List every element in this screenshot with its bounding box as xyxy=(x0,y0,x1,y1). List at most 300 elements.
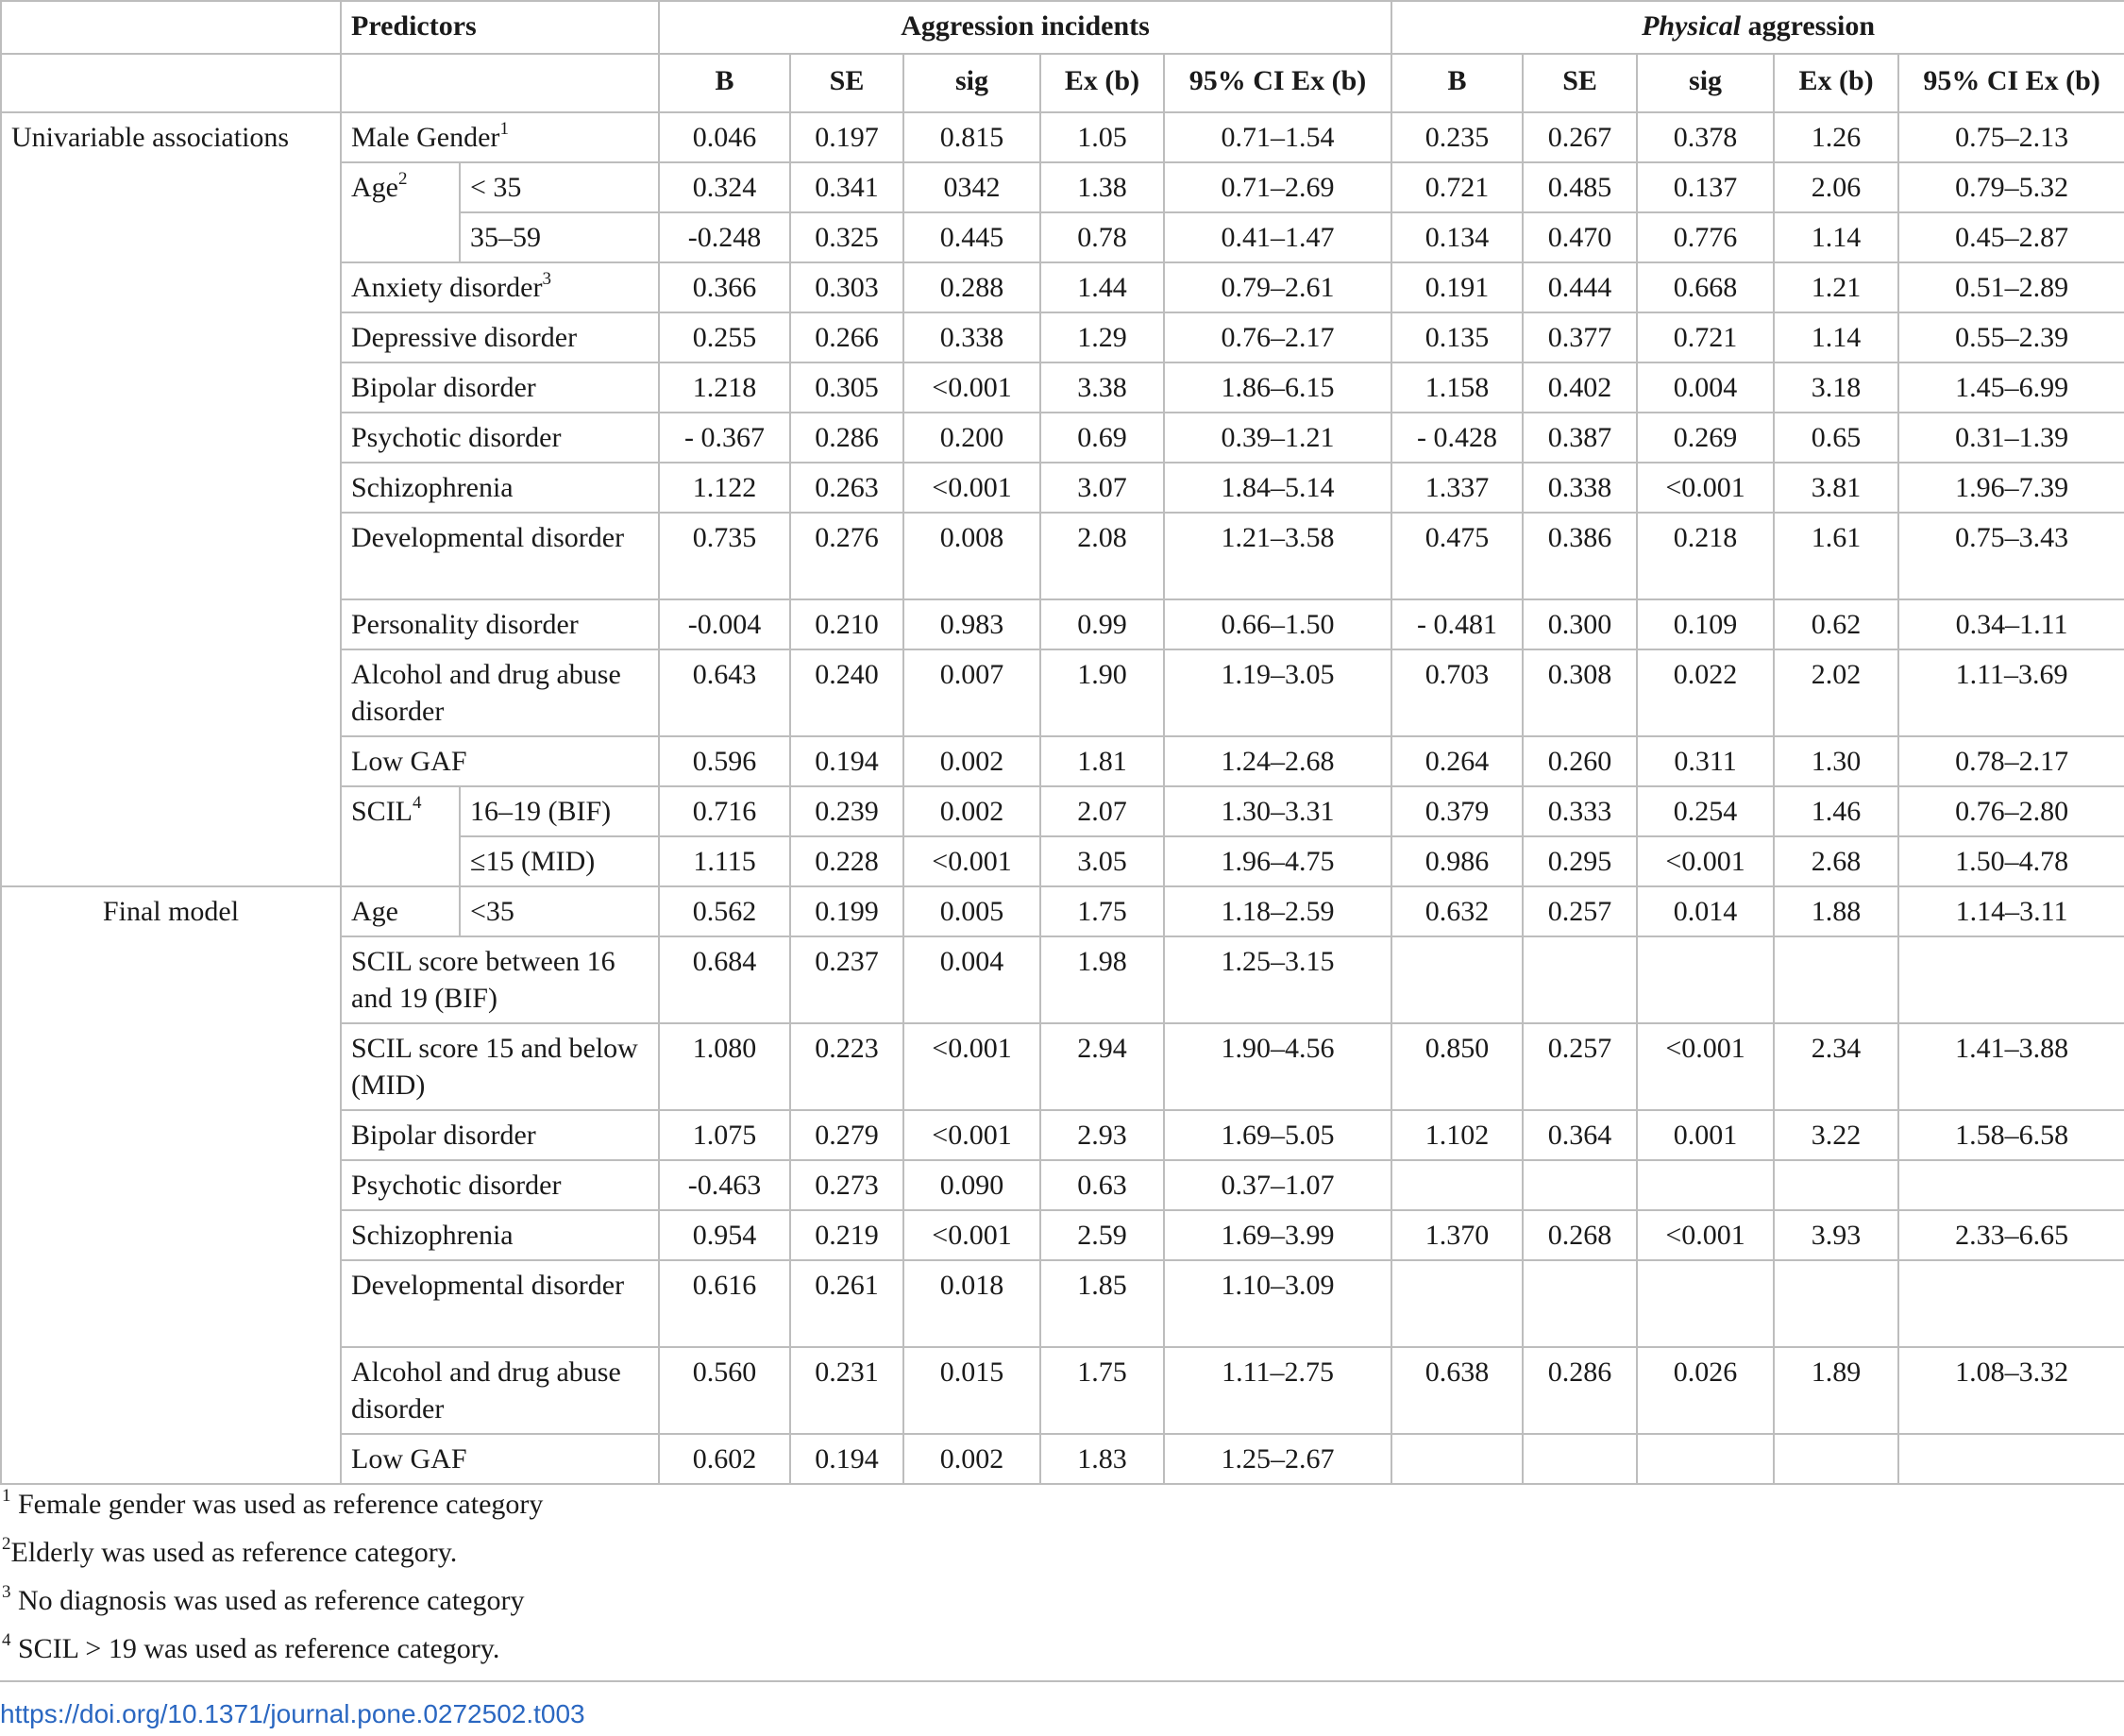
value-cell: - 0.481 xyxy=(1391,599,1523,649)
value-cell: 0.002 xyxy=(903,1434,1040,1484)
value-cell: 2.34 xyxy=(1774,1023,1898,1110)
value-cell: 0.286 xyxy=(790,413,903,463)
value-cell: 0.378 xyxy=(1637,112,1774,162)
predictor-name: Anxiety disorder xyxy=(351,272,543,303)
value-cell: 0.303 xyxy=(790,262,903,312)
footnote-ref: 4 xyxy=(413,793,422,813)
value-cell: 0.815 xyxy=(903,112,1040,162)
predictor-subcategory: < 35 xyxy=(460,162,659,212)
value-cell: 0.194 xyxy=(790,736,903,786)
value-cell: 3.93 xyxy=(1774,1210,1898,1260)
value-cell: 1.11–3.69 xyxy=(1898,649,2124,736)
footnote-ref: 2 xyxy=(397,169,408,189)
value-cell: 1.50–4.78 xyxy=(1898,836,2124,886)
predictor-name: Age xyxy=(351,172,398,203)
value-cell: 0.51–2.89 xyxy=(1898,262,2124,312)
value-cell: 0.218 xyxy=(1637,513,1774,599)
value-cell: 1.115 xyxy=(659,836,790,886)
value-cell: 2.68 xyxy=(1774,836,1898,886)
value-cell: 0.76–2.17 xyxy=(1164,312,1391,362)
value-cell: 1.14–3.11 xyxy=(1898,886,2124,936)
value-cell: 0.45–2.87 xyxy=(1898,212,2124,262)
value-cell: 0.377 xyxy=(1523,312,1637,362)
value-cell: 0.295 xyxy=(1523,836,1637,886)
predictor-name: Age xyxy=(351,896,398,927)
final-model-section xyxy=(1,886,2124,1484)
value-cell: 0.65 xyxy=(1774,413,1898,463)
value-cell: 0.379 xyxy=(1391,786,1523,836)
univariable-section xyxy=(1,112,2124,886)
value-cell xyxy=(1637,1260,1774,1347)
predictor-label xyxy=(341,362,659,413)
value-cell: 1.29 xyxy=(1040,312,1164,362)
header-physical-italic: Physical xyxy=(1642,10,1742,42)
value-cell: 1.81 xyxy=(1040,736,1164,786)
value-cell: 0.239 xyxy=(790,786,903,836)
value-cell: 0.257 xyxy=(1523,886,1637,936)
predictor-label xyxy=(341,262,659,312)
value-cell: 1.38 xyxy=(1040,162,1164,212)
value-cell: 0.562 xyxy=(659,886,790,936)
value-cell: 0.137 xyxy=(1637,162,1774,212)
value-cell: 0.210 xyxy=(790,599,903,649)
value-cell: 0.300 xyxy=(1523,599,1637,649)
value-cell: 1.86–6.15 xyxy=(1164,362,1391,413)
value-cell xyxy=(1637,1160,1774,1210)
value-cell: 0.109 xyxy=(1637,599,1774,649)
value-cell: 0.66–1.50 xyxy=(1164,599,1391,649)
value-cell: 0.026 xyxy=(1637,1347,1774,1434)
predictor-label xyxy=(341,413,659,463)
value-cell: 1.61 xyxy=(1774,513,1898,599)
value-cell: 0.268 xyxy=(1523,1210,1637,1260)
value-cell: 3.38 xyxy=(1040,362,1164,413)
value-cell: 0.850 xyxy=(1391,1023,1523,1110)
value-cell: 0.015 xyxy=(903,1347,1040,1434)
value-cell: <0.001 xyxy=(1637,836,1774,886)
footnote-ref: 3 xyxy=(542,269,551,289)
value-cell: 3.81 xyxy=(1774,463,1898,513)
predictor-label xyxy=(341,513,659,599)
value-cell: 0.235 xyxy=(1391,112,1523,162)
doi-link[interactable]: https://doi.org/10.1371/journal.pone.0272502.t003 xyxy=(0,1699,585,1728)
value-cell: 0.986 xyxy=(1391,836,1523,886)
value-cell: 0.776 xyxy=(1637,212,1774,262)
value-cell: 3.18 xyxy=(1774,362,1898,413)
value-cell: 0.308 xyxy=(1523,649,1637,736)
value-cell: 1.102 xyxy=(1391,1110,1523,1160)
value-cell: 0.63 xyxy=(1040,1160,1164,1210)
value-cell: 1.98 xyxy=(1040,936,1164,1023)
predictor-name: Schizophrenia xyxy=(351,1220,514,1251)
value-cell: 1.69–5.05 xyxy=(1164,1110,1391,1160)
value-cell: 0.71–1.54 xyxy=(1164,112,1391,162)
value-cell xyxy=(1523,1434,1637,1484)
value-cell: 2.08 xyxy=(1040,513,1164,599)
predictor-label xyxy=(341,1160,659,1210)
value-cell: 1.90 xyxy=(1040,649,1164,736)
value-cell: 1.96–7.39 xyxy=(1898,463,2124,513)
predictor-subcategory: 35–59 xyxy=(460,212,659,262)
value-cell: 1.85 xyxy=(1040,1260,1164,1347)
value-cell: 1.58–6.58 xyxy=(1898,1110,2124,1160)
value-cell: 0.333 xyxy=(1523,786,1637,836)
value-cell: 0.470 xyxy=(1523,212,1637,262)
value-cell: 1.218 xyxy=(659,362,790,413)
value-cell: 0.014 xyxy=(1637,886,1774,936)
header-row-columns xyxy=(1,54,2124,112)
value-cell: 0.279 xyxy=(790,1110,903,1160)
value-cell: 0.703 xyxy=(1391,649,1523,736)
footnote-marker: 3 xyxy=(2,1582,11,1602)
value-cell: 0.721 xyxy=(1391,162,1523,212)
value-cell: 0.311 xyxy=(1637,736,1774,786)
value-cell: 0.99 xyxy=(1040,599,1164,649)
value-cell: <0.001 xyxy=(903,1023,1040,1110)
predictor-label xyxy=(341,162,460,262)
value-cell: 0.954 xyxy=(659,1210,790,1260)
predictor-name: Low GAF xyxy=(351,1443,467,1475)
value-cell: 0.616 xyxy=(659,1260,790,1347)
value-cell: 0.602 xyxy=(659,1434,790,1484)
value-cell xyxy=(1637,936,1774,1023)
value-cell: 2.59 xyxy=(1040,1210,1164,1260)
value-cell: 1.122 xyxy=(659,463,790,513)
value-cell: 2.02 xyxy=(1774,649,1898,736)
value-cell: 0.305 xyxy=(790,362,903,413)
value-cell: 0.37–1.07 xyxy=(1164,1160,1391,1210)
value-cell: 0.007 xyxy=(903,649,1040,736)
value-cell: 0.560 xyxy=(659,1347,790,1434)
value-cell: 1.18–2.59 xyxy=(1164,886,1391,936)
value-cell: 1.11–2.75 xyxy=(1164,1347,1391,1434)
predictor-label xyxy=(341,736,659,786)
value-cell: 0.260 xyxy=(1523,736,1637,786)
predictor-name: SCIL score 15 and below (MID) xyxy=(351,1033,638,1101)
footnote xyxy=(0,1528,2124,1576)
predictor-subcategory: 16–19 (BIF) xyxy=(460,786,659,836)
value-cell: 0.364 xyxy=(1523,1110,1637,1160)
value-cell: 0.240 xyxy=(790,649,903,736)
value-cell: 0.002 xyxy=(903,736,1040,786)
value-cell: 0.596 xyxy=(659,736,790,786)
value-cell: 1.08–3.32 xyxy=(1898,1347,2124,1434)
value-cell: 2.07 xyxy=(1040,786,1164,836)
value-cell xyxy=(1391,1260,1523,1347)
value-cell: 0.090 xyxy=(903,1160,1040,1210)
value-cell: 0.983 xyxy=(903,599,1040,649)
predictor-label xyxy=(341,1210,659,1260)
value-cell: <0.001 xyxy=(903,463,1040,513)
value-cell: 2.94 xyxy=(1040,1023,1164,1110)
value-cell: 1.21–3.58 xyxy=(1164,513,1391,599)
value-cell: 1.88 xyxy=(1774,886,1898,936)
header-row-groups xyxy=(1,1,2124,54)
value-cell: - 0.367 xyxy=(659,413,790,463)
predictor-name: Developmental disorder xyxy=(351,522,625,553)
table-row xyxy=(1,112,2124,162)
value-cell: 1.21 xyxy=(1774,262,1898,312)
predictor-name: Alcohol and drug abuse disorder xyxy=(351,659,621,727)
value-cell: - 0.428 xyxy=(1391,413,1523,463)
value-cell: 0.684 xyxy=(659,936,790,1023)
value-cell: 1.10–3.09 xyxy=(1164,1260,1391,1347)
value-cell: 1.45–6.99 xyxy=(1898,362,2124,413)
footnote-text: SCIL > 19 was used as reference category. xyxy=(10,1633,500,1664)
col-header: 95% CI Ex (b) xyxy=(1898,54,2124,112)
predictor-subcategory: ≤15 (MID) xyxy=(460,836,659,886)
value-cell: 0.475 xyxy=(1391,513,1523,599)
value-cell: 0.288 xyxy=(903,262,1040,312)
col-header: sig xyxy=(903,54,1040,112)
value-cell: 1.19–3.05 xyxy=(1164,649,1391,736)
value-cell: <0.001 xyxy=(903,1210,1040,1260)
value-cell: 1.69–3.99 xyxy=(1164,1210,1391,1260)
predictor-name: Psychotic disorder xyxy=(351,422,562,453)
footnote-marker: 4 xyxy=(2,1630,11,1650)
header-physical-rest: aggression xyxy=(1741,10,1876,42)
value-cell: 0.257 xyxy=(1523,1023,1637,1110)
value-cell: <0.001 xyxy=(903,836,1040,886)
value-cell: 1.75 xyxy=(1040,886,1164,936)
value-cell: 0.76–2.80 xyxy=(1898,786,2124,836)
predictor-subcategory: <35 xyxy=(460,886,659,936)
footnote-marker: 2 xyxy=(2,1534,11,1554)
value-cell: 0.75–3.43 xyxy=(1898,513,2124,599)
table-row xyxy=(1,886,2124,936)
value-cell: 0.046 xyxy=(659,112,790,162)
value-cell: 0.276 xyxy=(790,513,903,599)
header-empty-cell xyxy=(1,1,341,54)
value-cell: 1.158 xyxy=(1391,362,1523,413)
col-header: SE xyxy=(1523,54,1637,112)
value-cell: 0.135 xyxy=(1391,312,1523,362)
value-cell: 1.41–3.88 xyxy=(1898,1023,2124,1110)
value-cell: 1.90–4.56 xyxy=(1164,1023,1391,1110)
value-cell: <0.001 xyxy=(903,362,1040,413)
value-cell xyxy=(1774,936,1898,1023)
value-cell: 0.237 xyxy=(790,936,903,1023)
predictor-label xyxy=(341,936,659,1023)
header-aggression-incidents: Aggression incidents xyxy=(659,1,1391,54)
predictor-label xyxy=(341,1110,659,1160)
value-cell: 0.231 xyxy=(790,1347,903,1434)
value-cell: 0.194 xyxy=(790,1434,903,1484)
value-cell: 0.261 xyxy=(790,1260,903,1347)
value-cell: 0.200 xyxy=(903,413,1040,463)
value-cell: 0.263 xyxy=(790,463,903,513)
footnote-text: Elderly was used as reference category. xyxy=(10,1537,458,1568)
value-cell: 3.07 xyxy=(1040,463,1164,513)
predictor-label xyxy=(341,649,659,736)
value-cell: 1.25–3.15 xyxy=(1164,936,1391,1023)
value-cell: 0.001 xyxy=(1637,1110,1774,1160)
footnote xyxy=(0,1576,2124,1625)
value-cell xyxy=(1898,1160,2124,1210)
value-cell xyxy=(1898,936,2124,1023)
value-cell: 0.55–2.39 xyxy=(1898,312,2124,362)
value-cell: 1.25–2.67 xyxy=(1164,1434,1391,1484)
col-header: Ex (b) xyxy=(1774,54,1898,112)
value-cell: 0.228 xyxy=(790,836,903,886)
footnote-ref: 1 xyxy=(499,119,509,139)
value-cell: 1.89 xyxy=(1774,1347,1898,1434)
col-header: 95% CI Ex (b) xyxy=(1164,54,1391,112)
bottom-divider xyxy=(0,1680,2124,1682)
predictor-name: Personality disorder xyxy=(351,609,579,640)
value-cell: 0.71–2.69 xyxy=(1164,162,1391,212)
value-cell: 0.223 xyxy=(790,1023,903,1110)
value-cell: 0.485 xyxy=(1523,162,1637,212)
section-label: Final model xyxy=(1,886,341,1484)
header-predictors: Predictors xyxy=(341,1,659,54)
value-cell: 0.254 xyxy=(1637,786,1774,836)
value-cell xyxy=(1637,1434,1774,1484)
predictor-name: Depressive disorder xyxy=(351,322,578,353)
value-cell: 0.341 xyxy=(790,162,903,212)
value-cell: 0.735 xyxy=(659,513,790,599)
value-cell: 1.30–3.31 xyxy=(1164,786,1391,836)
value-cell: 0.78 xyxy=(1040,212,1164,262)
value-cell: 0.002 xyxy=(903,786,1040,836)
value-cell: -0.248 xyxy=(659,212,790,262)
value-cell: 0.008 xyxy=(903,513,1040,599)
value-cell: 1.84–5.14 xyxy=(1164,463,1391,513)
value-cell: 0.387 xyxy=(1523,413,1637,463)
value-cell: 1.75 xyxy=(1040,1347,1164,1434)
value-cell: 0.018 xyxy=(903,1260,1040,1347)
predictor-label xyxy=(341,112,659,162)
value-cell: 0.638 xyxy=(1391,1347,1523,1434)
value-cell: 0.004 xyxy=(1637,362,1774,413)
value-cell: 0.324 xyxy=(659,162,790,212)
value-cell: 1.05 xyxy=(1040,112,1164,162)
value-cell: 0342 xyxy=(903,162,1040,212)
value-cell: 0.668 xyxy=(1637,262,1774,312)
header-physical-aggression xyxy=(1391,1,2124,54)
value-cell xyxy=(1523,936,1637,1023)
value-cell: 1.46 xyxy=(1774,786,1898,836)
footnote-marker: 1 xyxy=(2,1486,11,1506)
value-cell: 0.273 xyxy=(790,1160,903,1210)
value-cell: 0.366 xyxy=(659,262,790,312)
value-cell: 1.83 xyxy=(1040,1434,1164,1484)
value-cell: 1.44 xyxy=(1040,262,1164,312)
value-cell: 0.325 xyxy=(790,212,903,262)
value-cell: 2.06 xyxy=(1774,162,1898,212)
value-cell: 0.219 xyxy=(790,1210,903,1260)
value-cell: 0.79–5.32 xyxy=(1898,162,2124,212)
predictor-name: Male Gender xyxy=(351,122,500,153)
header-empty-cell xyxy=(341,54,659,112)
header-empty-cell xyxy=(1,54,341,112)
value-cell: <0.001 xyxy=(1637,463,1774,513)
footnotes xyxy=(0,1480,2124,1673)
value-cell xyxy=(1391,1434,1523,1484)
value-cell: 3.22 xyxy=(1774,1110,1898,1160)
section-label: Univariable associations xyxy=(1,112,341,886)
value-cell: 2.33–6.65 xyxy=(1898,1210,2124,1260)
col-header: B xyxy=(1391,54,1523,112)
value-cell xyxy=(1898,1260,2124,1347)
value-cell: 0.75–2.13 xyxy=(1898,112,2124,162)
value-cell: 0.402 xyxy=(1523,362,1637,413)
predictor-name: SCIL xyxy=(351,796,413,827)
predictor-name: Psychotic disorder xyxy=(351,1170,562,1201)
predictor-label xyxy=(341,1260,659,1347)
value-cell: 0.197 xyxy=(790,112,903,162)
value-cell: 1.24–2.68 xyxy=(1164,736,1391,786)
value-cell xyxy=(1523,1260,1637,1347)
value-cell: <0.001 xyxy=(903,1110,1040,1160)
value-cell: 0.004 xyxy=(903,936,1040,1023)
predictor-label xyxy=(341,1434,659,1484)
value-cell xyxy=(1774,1160,1898,1210)
value-cell: 0.269 xyxy=(1637,413,1774,463)
predictor-label xyxy=(341,599,659,649)
value-cell: 0.134 xyxy=(1391,212,1523,262)
value-cell: 0.444 xyxy=(1523,262,1637,312)
col-header: Ex (b) xyxy=(1040,54,1164,112)
value-cell: 1.075 xyxy=(659,1110,790,1160)
footnote-text: No diagnosis was used as reference category xyxy=(10,1585,525,1616)
footnote xyxy=(0,1480,2124,1528)
value-cell: 0.338 xyxy=(903,312,1040,362)
col-header: sig xyxy=(1637,54,1774,112)
value-cell: 1.96–4.75 xyxy=(1164,836,1391,886)
predictor-label xyxy=(341,786,460,886)
value-cell: 2.93 xyxy=(1040,1110,1164,1160)
value-cell: 0.255 xyxy=(659,312,790,362)
value-cell: 0.78–2.17 xyxy=(1898,736,2124,786)
value-cell: 3.05 xyxy=(1040,836,1164,886)
value-cell: 1.14 xyxy=(1774,212,1898,262)
value-cell: 0.264 xyxy=(1391,736,1523,786)
value-cell: 0.721 xyxy=(1637,312,1774,362)
value-cell: 0.79–2.61 xyxy=(1164,262,1391,312)
value-cell: 0.632 xyxy=(1391,886,1523,936)
value-cell: 0.267 xyxy=(1523,112,1637,162)
value-cell: 0.199 xyxy=(790,886,903,936)
value-cell: 1.337 xyxy=(1391,463,1523,513)
value-cell: 0.191 xyxy=(1391,262,1523,312)
predictor-name: Bipolar disorder xyxy=(351,372,536,403)
value-cell: 0.69 xyxy=(1040,413,1164,463)
predictor-name: Bipolar disorder xyxy=(351,1120,536,1151)
value-cell: 0.34–1.11 xyxy=(1898,599,2124,649)
value-cell: 0.266 xyxy=(790,312,903,362)
predictor-label xyxy=(341,463,659,513)
value-cell xyxy=(1774,1260,1898,1347)
predictor-name: SCIL score between 16 and 19 (BIF) xyxy=(351,946,615,1014)
value-cell: 0.445 xyxy=(903,212,1040,262)
value-cell: 1.080 xyxy=(659,1023,790,1110)
value-cell: 0.005 xyxy=(903,886,1040,936)
value-cell xyxy=(1391,1160,1523,1210)
predictor-name: Schizophrenia xyxy=(351,472,514,503)
col-header: B xyxy=(659,54,790,112)
value-cell: -0.463 xyxy=(659,1160,790,1210)
value-cell: 0.643 xyxy=(659,649,790,736)
value-cell: 0.022 xyxy=(1637,649,1774,736)
value-cell xyxy=(1898,1434,2124,1484)
value-cell: 0.62 xyxy=(1774,599,1898,649)
predictor-name: Developmental disorder xyxy=(351,1270,625,1301)
value-cell xyxy=(1774,1434,1898,1484)
value-cell: 0.386 xyxy=(1523,513,1637,599)
value-cell: 1.370 xyxy=(1391,1210,1523,1260)
value-cell xyxy=(1523,1160,1637,1210)
